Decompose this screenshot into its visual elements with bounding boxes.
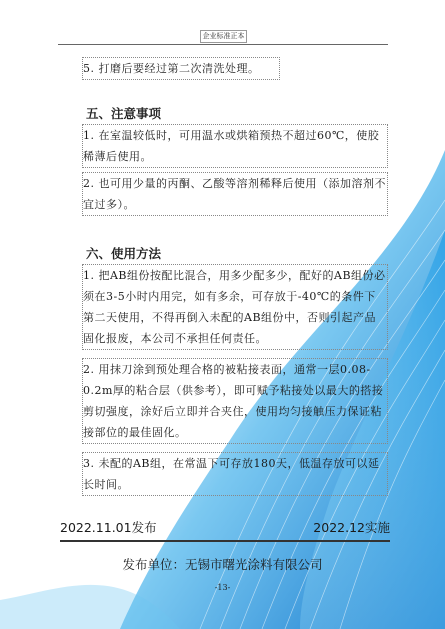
cleaning-step-5: 5. 打磨后要经过第二次清洗处理。 — [82, 57, 280, 80]
dates-row — [60, 518, 390, 534]
publisher: 发布单位：无锡市曙光涂料有限公司 — [122, 557, 323, 572]
usage-item-2: 2. 用抹刀涂到预处理合格的被粘接表面，通常一层0.08-0.2m厚的粘合层（供参考），即可赋予粘接处以最大的搭接剪切强度，涂好后立即并合夹住，使用均匀接触压力保证粘接部位的最佳固化。 — [82, 358, 388, 444]
usage-heading: 六、使用方法 — [86, 246, 162, 261]
header-label: 企业标准正本 — [200, 30, 247, 43]
notes-heading: 五、注意事项 — [86, 106, 162, 121]
usage-item-1: 1. 把AB组份按配比混合，用多少配多少，配好的AB组份必须在3-5小时内用完，如有多余，可存放于-40℃的条件下第二天使用，不得再倒入未配的AB组份中，否则引起产品固化报废，本公司不承担任何责任。 — [82, 264, 388, 350]
note-item-2: 2. 也可用少量的丙酮、乙酸等溶剂稀释后使用（添加溶剂不宜过多）。 — [82, 172, 388, 216]
header-rule — [58, 44, 388, 45]
effective-date: 2022.12实施 — [313, 520, 390, 535]
footer-rule — [60, 540, 390, 542]
issue-date: 2022.11.01发布 — [60, 520, 157, 535]
page-number: -13- — [214, 583, 231, 592]
note-item-1: 1. 在室温较低时，可用温水或烘箱预热不超过60℃，使胶稀薄后使用。 — [82, 124, 388, 168]
usage-item-3: 3. 未配的AB组，在常温下可存放180天，低温存放可以延长时间。 — [82, 452, 388, 496]
